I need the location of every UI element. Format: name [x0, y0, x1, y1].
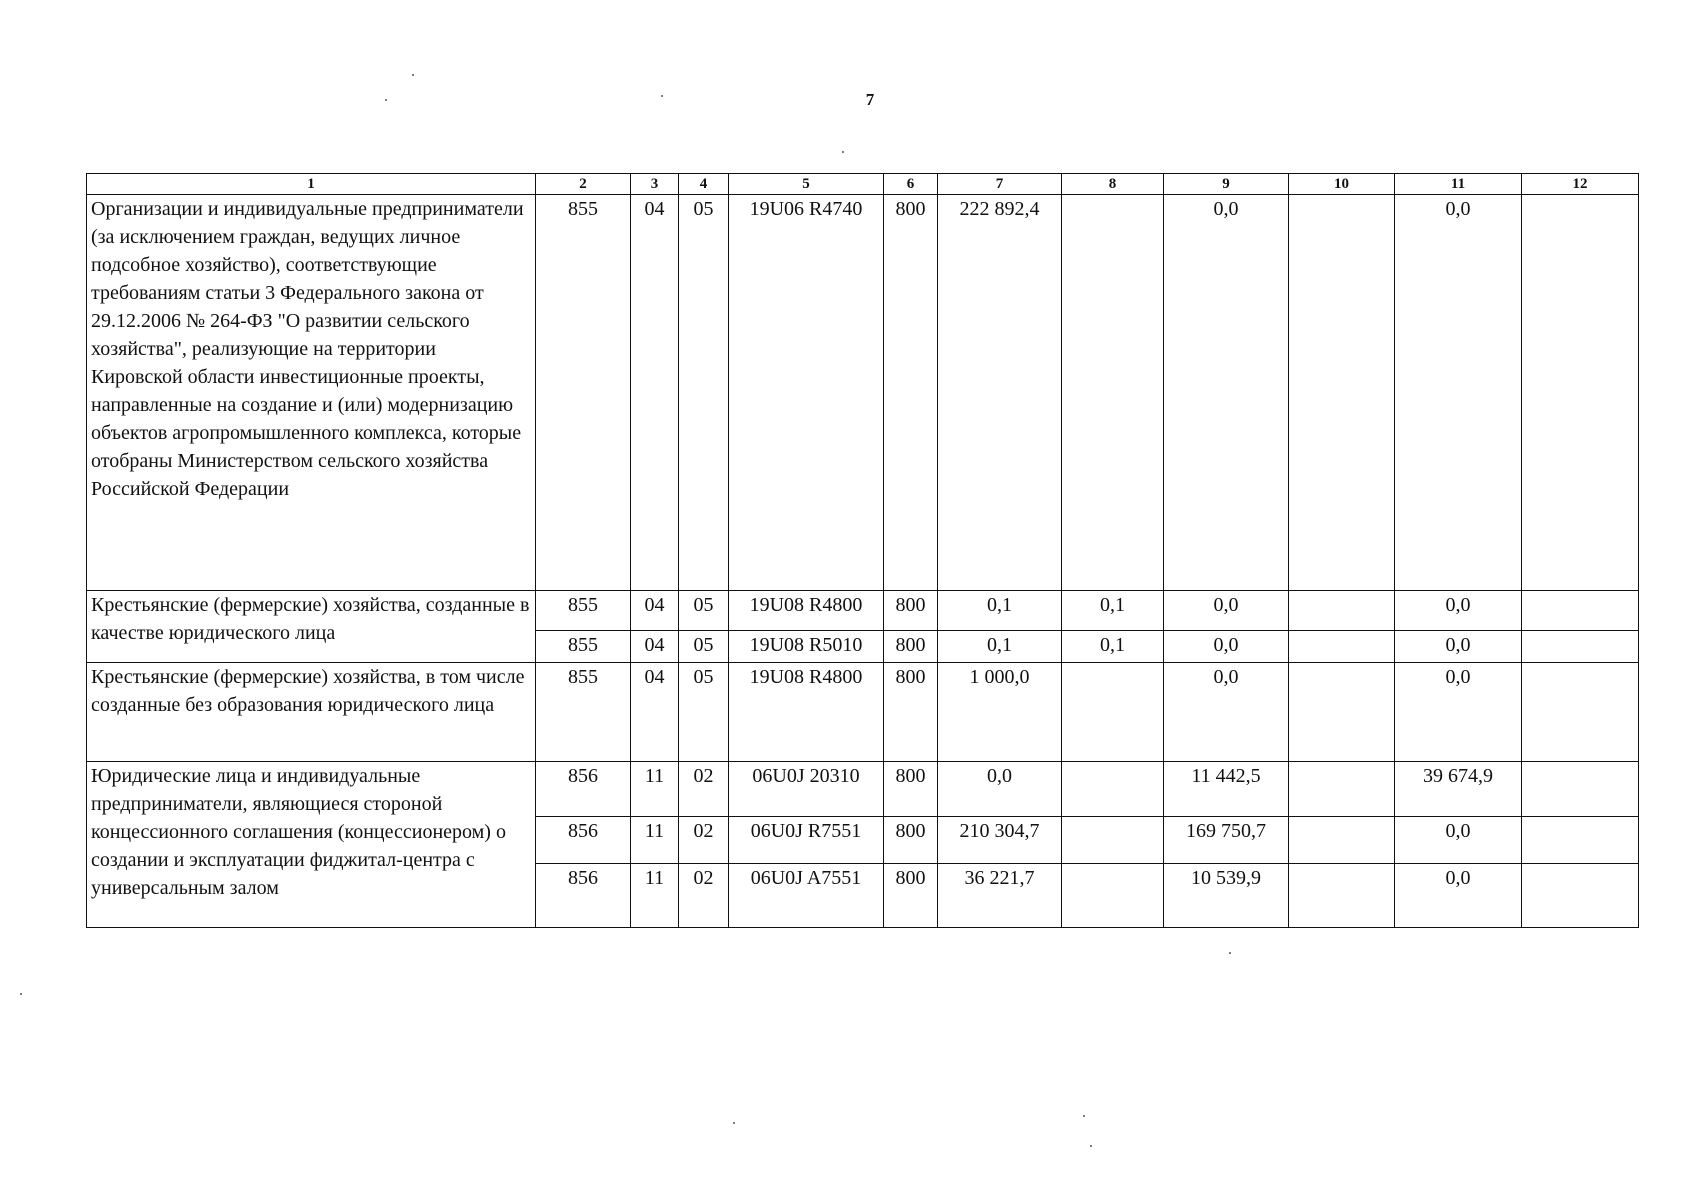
table-cell: 06U0J R7551 [729, 817, 884, 864]
table-cell: 0,0 [1164, 591, 1289, 631]
table-cell: 06U0J A7551 [729, 864, 884, 928]
table-cell: 0,0 [1395, 195, 1522, 591]
table-cell: 0,0 [1395, 864, 1522, 928]
table-row [87, 195, 1639, 591]
recipient-description: Организации и индивидуальные предприниматели (за исключением граждан, ведущих личное подсобное хозяйство), соответствующие требованиям статьи 3 Федерального закона от 29.12.2006 № 264-ФЗ "О развитии сельского хозяйства", реализующие на территории Кировской области инвестиционные проекты, направленные на создание и (или) модернизацию объектов агропромышленного комплекса, которые отобраны Министерством сельского хозяйства Российской Федерации [87, 195, 536, 591]
scan-speck [385, 99, 387, 101]
column-number: 10 [1289, 174, 1395, 195]
page-number: 7 [865, 90, 875, 109]
scan-speck [842, 151, 844, 153]
table-cell: 0,1 [938, 591, 1062, 631]
table-cell: 855 [536, 591, 631, 631]
table-cell [1522, 864, 1639, 928]
table-cell: 0,0 [1395, 817, 1522, 864]
table-cell: 19U08 R4800 [729, 663, 884, 762]
table-cell: 0,1 [1062, 631, 1164, 663]
table-cell: 02 [679, 817, 729, 864]
table-cell: 04 [631, 631, 679, 663]
table-cell: 0,0 [1164, 631, 1289, 663]
table-cell: 0,0 [1395, 663, 1522, 762]
table-cell: 800 [884, 762, 938, 817]
table-cell: 05 [679, 591, 729, 631]
table-cell [1062, 195, 1164, 591]
column-number: 5 [729, 174, 884, 195]
table-cell [1289, 762, 1395, 817]
table-cell: 10 539,9 [1164, 864, 1289, 928]
recipient-description: Крестьянские (фермерские) хозяйства, созданные в качестве юридического лица [87, 591, 536, 663]
table-cell: 11 442,5 [1164, 762, 1289, 817]
table-cell: 800 [884, 817, 938, 864]
table-cell [1289, 631, 1395, 663]
table-cell: 800 [884, 631, 938, 663]
table-cell [1062, 663, 1164, 762]
scan-speck [1229, 952, 1231, 954]
table-row [87, 762, 1639, 817]
table-cell: 855 [536, 631, 631, 663]
table-cell: 222 892,4 [938, 195, 1062, 591]
table-cell [1522, 663, 1639, 762]
table-cell [1289, 663, 1395, 762]
table-cell [1522, 195, 1639, 591]
table-cell: 0,1 [1062, 591, 1164, 631]
table-cell: 856 [536, 817, 631, 864]
column-number: 7 [938, 174, 1062, 195]
table-cell [1289, 195, 1395, 591]
table-cell: 39 674,9 [1395, 762, 1522, 817]
table-cell: 800 [884, 195, 938, 591]
table-cell: 36 221,7 [938, 864, 1062, 928]
table-cell [1062, 817, 1164, 864]
column-number: 4 [679, 174, 729, 195]
table-cell: 05 [679, 195, 729, 591]
table-cell [1522, 817, 1639, 864]
table-cell: 855 [536, 195, 631, 591]
table-cell [1289, 864, 1395, 928]
table-cell: 19U08 R4800 [729, 591, 884, 631]
table-cell: 0,1 [938, 631, 1062, 663]
table-cell: 19U06 R4740 [729, 195, 884, 591]
column-number: 1 [87, 174, 536, 195]
table-cell: 0,0 [1395, 631, 1522, 663]
column-number: 11 [1395, 174, 1522, 195]
table-cell [1522, 762, 1639, 817]
table-cell: 04 [631, 195, 679, 591]
budget-table [86, 173, 1639, 928]
table-cell: 11 [631, 817, 679, 864]
recipient-description: Крестьянские (фермерские) хозяйства, в том числе созданные без образования юридического лица [87, 663, 536, 762]
table-cell [1062, 762, 1164, 817]
table-cell: 1 000,0 [938, 663, 1062, 762]
table-cell [1522, 631, 1639, 663]
table-row [87, 663, 1639, 762]
column-number: 8 [1062, 174, 1164, 195]
table-cell: 0,0 [1395, 591, 1522, 631]
table-cell: 210 304,7 [938, 817, 1062, 864]
table-cell: 05 [679, 663, 729, 762]
table-cell: 856 [536, 762, 631, 817]
table-cell: 856 [536, 864, 631, 928]
table-cell: 0,0 [1164, 663, 1289, 762]
table-row [87, 591, 1639, 631]
column-number-row [87, 174, 1639, 195]
column-number: 2 [536, 174, 631, 195]
table-cell: 800 [884, 591, 938, 631]
table-cell: 05 [679, 631, 729, 663]
table-cell [1062, 864, 1164, 928]
column-number: 3 [631, 174, 679, 195]
table-cell [1289, 591, 1395, 631]
table-cell: 04 [631, 663, 679, 762]
scan-speck [1090, 1145, 1092, 1147]
table-cell: 06U0J 20310 [729, 762, 884, 817]
table-cell: 19U08 R5010 [729, 631, 884, 663]
table-cell: 169 750,7 [1164, 817, 1289, 864]
table-cell: 02 [679, 864, 729, 928]
column-number: 12 [1522, 174, 1639, 195]
table-cell: 11 [631, 864, 679, 928]
table-cell: 11 [631, 762, 679, 817]
scan-speck [20, 993, 22, 995]
scan-speck [661, 95, 663, 97]
table-cell: 0,0 [938, 762, 1062, 817]
table-cell: 855 [536, 663, 631, 762]
table-cell [1522, 591, 1639, 631]
column-number: 6 [884, 174, 938, 195]
table-cell: 02 [679, 762, 729, 817]
table-cell [1289, 817, 1395, 864]
table-cell: 800 [884, 663, 938, 762]
table-cell: 0,0 [1164, 195, 1289, 591]
table-cell: 800 [884, 864, 938, 928]
column-number: 9 [1164, 174, 1289, 195]
scan-speck [733, 1122, 735, 1124]
recipient-description: Юридические лица и индивидуальные предприниматели, являющиеся стороной концессионного соглашения (концессионером) о создании и эксплуатации фиджитал-центра с универсальным залом [87, 762, 536, 928]
scan-speck [412, 74, 414, 76]
table-cell: 04 [631, 591, 679, 631]
scan-speck [1083, 1115, 1085, 1117]
